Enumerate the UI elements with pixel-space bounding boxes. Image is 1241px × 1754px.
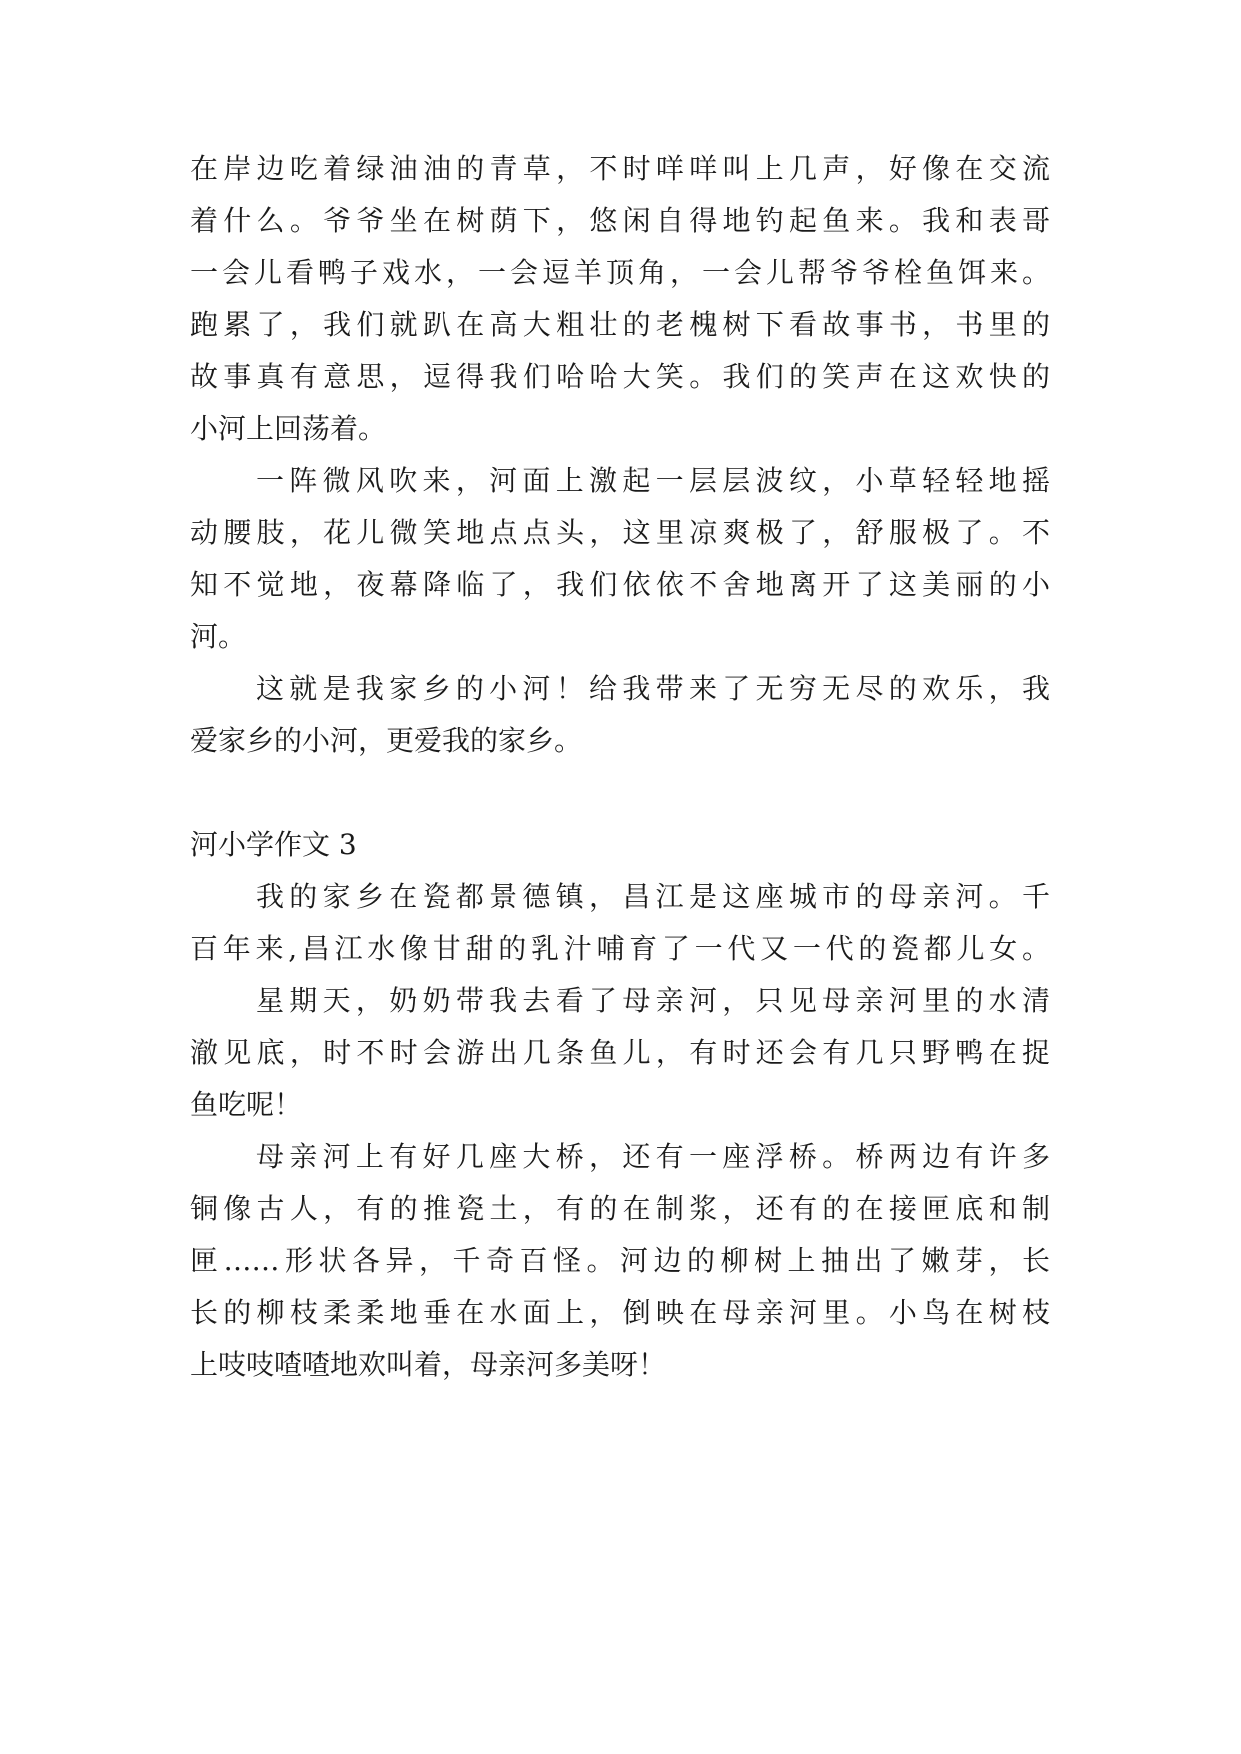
text-line: 动腰肢，花儿微笑地点点头，这里凉爽极了，舒服极了。不 (190, 516, 1050, 549)
text-line: 着什么。爷爷坐在树荫下，悠闲自得地钓起鱼来。我和表哥 (190, 204, 1050, 237)
text-line: 匣……形状各异，千奇百怪。河边的柳树上抽出了嫩芽，长 (190, 1244, 1050, 1277)
text-line: 河。 (190, 620, 247, 653)
text-line: 在岸边吃着绿油油的青草，不时咩咩叫上几声，好像在交流 (190, 152, 1050, 185)
text-line: 澈见底，时不时会游出几条鱼儿，有时还会有几只野鸭在捉 (190, 1036, 1050, 1069)
text-line: 小河上回荡着。 (190, 412, 387, 445)
paragraph-first-line: 这就是我家乡的小河！给我带来了无穷无尽的欢乐，我 (256, 672, 1050, 705)
essay-title: 河小学作文 3 (190, 828, 357, 861)
text-line: 知不觉地，夜幕降临了，我们依依不舍地离开了这美丽的小 (190, 568, 1050, 601)
paragraph-first-line: 星期天，奶奶带我去看了母亲河，只见母亲河里的水清 (256, 984, 1050, 1017)
paragraph-first-line: 我的家乡在瓷都景德镇，昌江是这座城市的母亲河。千 (256, 880, 1050, 913)
text-line: 铜像古人，有的推瓷土，有的在制浆，还有的在接匣底和制 (190, 1192, 1050, 1225)
text-line: 长的柳枝柔柔地垂在水面上，倒映在母亲河里。小鸟在树枝 (190, 1296, 1050, 1329)
text-line: 故事真有意思，逗得我们哈哈大笑。我们的笑声在这欢快的 (190, 360, 1050, 393)
text-line: 鱼吃呢！ (190, 1088, 303, 1121)
text-line: 跑累了，我们就趴在高大粗壮的老槐树下看故事书，书里的 (190, 308, 1050, 341)
text-line: 百年来,昌江水像甘甜的乳汁哺育了一代又一代的瓷都儿女。 (190, 932, 1050, 965)
text-line: 上吱吱喳喳地欢叫着，母亲河多美呀！ (190, 1348, 667, 1381)
paragraph-first-line: 母亲河上有好几座大桥，还有一座浮桥。桥两边有许多 (256, 1140, 1050, 1173)
paragraph-first-line: 一阵微风吹来，河面上激起一层层波纹，小草轻轻地摇 (256, 464, 1050, 497)
text-line: 一会儿看鸭子戏水，一会逗羊顶角，一会儿帮爷爷栓鱼饵来。 (190, 256, 1050, 289)
text-line: 爱家乡的小河，更爱我的家乡。 (190, 724, 583, 757)
